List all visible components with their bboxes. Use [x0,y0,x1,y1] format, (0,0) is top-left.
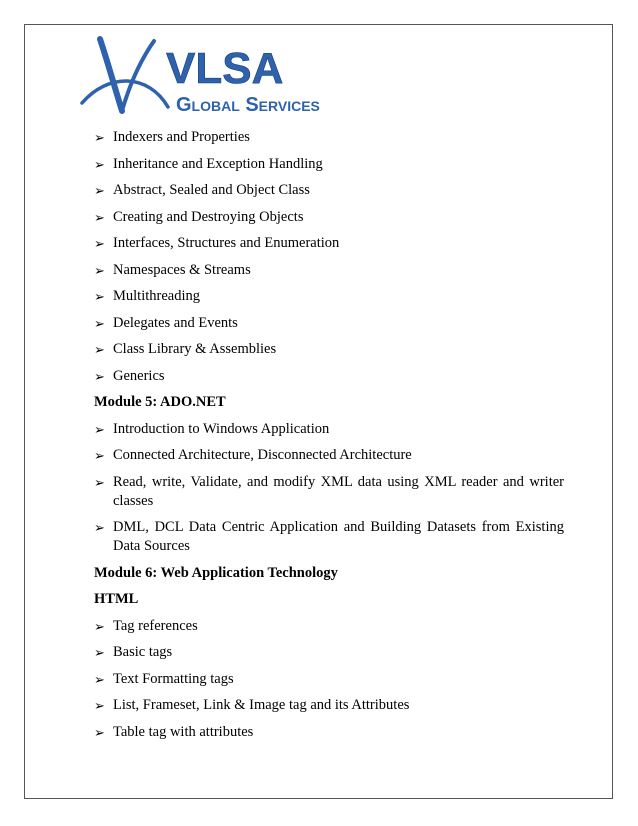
arrow-bullet-icon: ➢ [94,130,105,145]
list-item-text: DML, DCL Data Centric Application and Building Datasets from Existing Data Sources [113,519,564,554]
list-item [94,155,564,174]
vlsa-logo [78,33,348,119]
list-item-text: Interfaces, Structures and Enumeration [113,235,340,251]
arrow-bullet-icon: ➢ [94,618,105,634]
list-item-text: Abstract, Sealed and Object Class [113,182,310,198]
list-item [94,473,564,511]
list-item-text: Generics [113,367,165,384]
list-item [94,518,564,556]
list-item-text: Inheritance and Exception Handling [113,155,323,172]
arrow-bullet-icon: ➢ [94,315,105,331]
list-item [94,723,564,742]
list-item-text: Multithreading [113,288,200,304]
arrow-bullet-icon: ➢ [94,183,105,198]
list-item [94,128,564,147]
list-item-text: Connected Architecture, Disconnected Architecture [113,447,412,463]
list-item [94,617,564,636]
logo-text-global-services: Global Services [176,94,320,116]
arrow-bullet-icon: ➢ [94,236,105,251]
list-item-text: Delegates and Events [113,314,238,331]
section-heading: Module 6: Web Application Technology [94,564,338,581]
section-heading: Module 5: ADO.NET [94,394,226,410]
list-item [94,234,564,253]
arrow-bullet-icon: ➢ [94,698,105,713]
list-item [94,670,564,689]
list-item [94,181,564,200]
list-item [94,261,564,280]
list-item-text: Read, write, Validate, and modify XML data using XML reader and writer classes [113,473,564,509]
list-item [94,208,564,227]
list-item-text: Text Formatting tags [113,670,234,687]
arrow-bullet-icon: ➢ [94,645,105,660]
document-body [94,128,564,749]
arrow-bullet-icon: ➢ [94,421,105,437]
arrow-bullet-icon: ➢ [94,724,105,740]
list-item [94,367,564,386]
logo-text-vlsa: VLSA [166,44,284,93]
arrow-bullet-icon: ➢ [94,342,105,357]
list-item-text: Table tag with attributes [113,723,254,740]
list-item-text: List, Frameset, Link & Image tag and its Attributes [113,697,410,713]
list-item [94,696,564,715]
arrow-bullet-icon: ➢ [94,520,105,535]
list-item-text: Indexers and Properties [113,129,250,145]
list-item [94,340,564,359]
list-item [94,287,564,306]
list-item-text: Basic tags [113,644,173,660]
arrow-bullet-icon: ➢ [94,156,105,172]
list-item [94,314,564,333]
list-item-text: Tag references [113,617,198,634]
arrow-bullet-icon: ➢ [94,671,105,687]
list-item [94,446,564,465]
arrow-bullet-icon: ➢ [94,448,105,463]
list-item-text: Creating and Destroying Objects [113,208,304,225]
arrow-bullet-icon: ➢ [94,474,105,490]
list-item-text: Namespaces & Streams [113,261,251,278]
list-item [94,420,564,439]
list-item [94,643,564,662]
list-item-text: Introduction to Windows Application [113,420,330,437]
list-item-text: Class Library & Assemblies [113,341,277,357]
arrow-bullet-icon: ➢ [94,209,105,225]
arrow-bullet-icon: ➢ [94,368,105,384]
section-heading: HTML [94,591,139,607]
v-swoosh-mark-icon [82,39,168,111]
arrow-bullet-icon: ➢ [94,289,105,304]
arrow-bullet-icon: ➢ [94,262,105,278]
